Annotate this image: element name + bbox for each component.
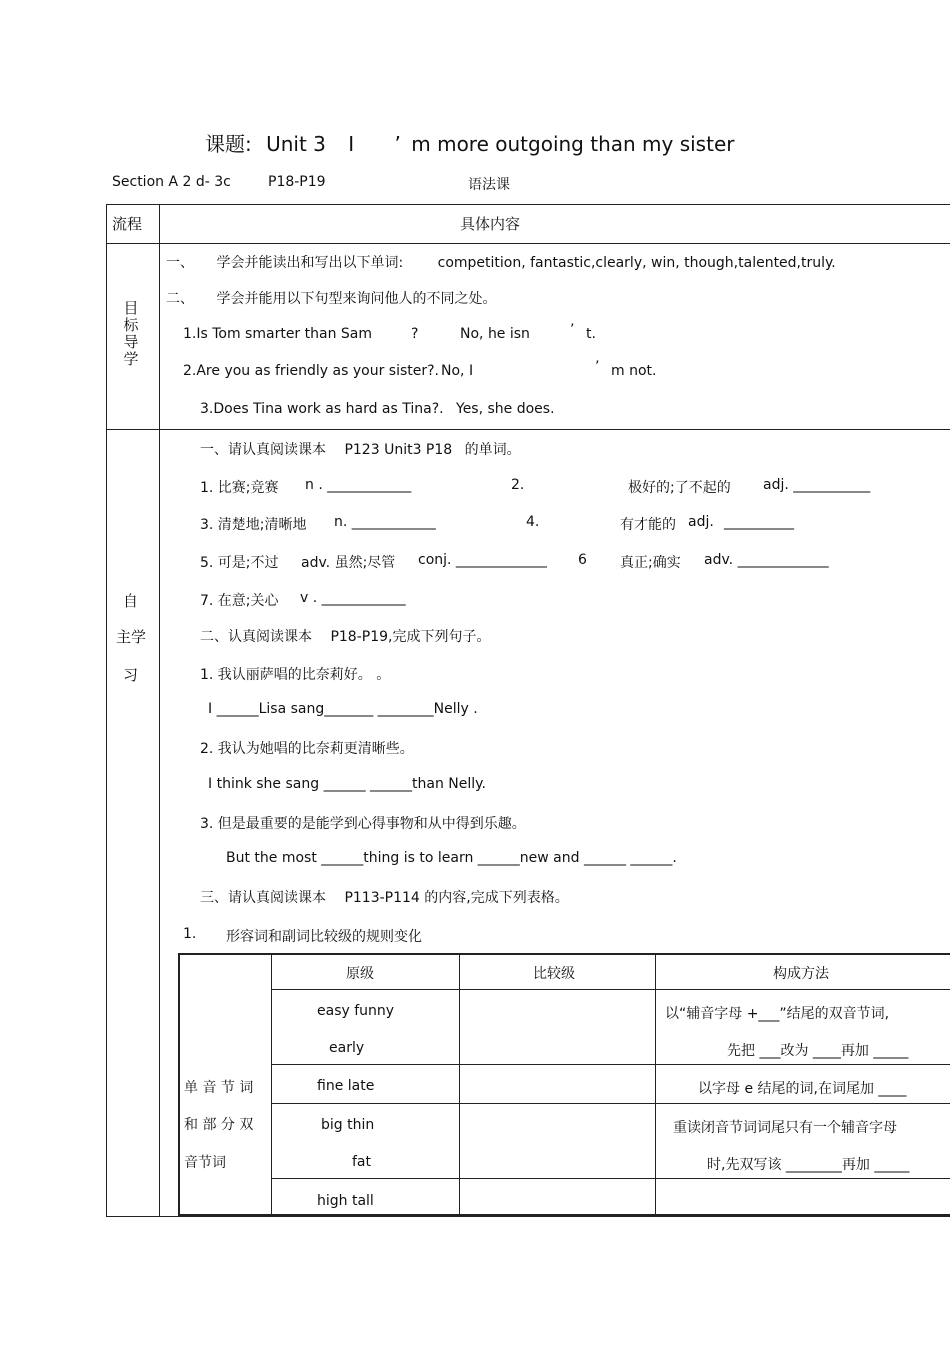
word-1-blank: n . ____________ <box>305 477 412 493</box>
row3-method-1: 重读闭音节词词尾只有一个辅音字母 <box>673 1120 897 1136</box>
goal-sentence-1-t: t. <box>586 326 596 342</box>
sentence-2-cn: 2. 我认为她唱的比奈莉更清晰些。 <box>200 741 414 757</box>
inner-table-top <box>178 953 950 955</box>
word-5-blank: conj. _____________ <box>418 552 547 568</box>
inner-table-header-line <box>271 989 950 990</box>
table-row-border <box>106 429 950 430</box>
goal-sentence-1-a: No, he isn <box>460 326 530 342</box>
row3-base-a: big thin <box>321 1117 375 1133</box>
sentence-3-en: But the most ______thing is to learn ______new and ______ ______. <box>226 850 677 866</box>
inner-table-col1 <box>271 953 272 1215</box>
table-top-border <box>106 204 950 205</box>
goal-sentence-1-mark: ? <box>411 326 419 342</box>
sentence-1-cn: 1. 我认丽萨唱的比奈莉好。 。 <box>200 667 391 683</box>
goal-item-2: 二、 学会并能用以下句型来询问他人的不同之处。 <box>166 291 497 307</box>
lesson-type: 语法课 <box>468 177 510 193</box>
goal-sentence-2-q: 2.Are you as friendly as your sister?. <box>183 363 439 379</box>
sentence-2-en: I think she sang ______ ______than Nelly. <box>208 776 486 792</box>
inner-table-row1-line <box>271 1064 950 1065</box>
goal-sentence-1-apos: ’ <box>570 322 575 338</box>
inner-header-method: 构成方法 <box>773 966 829 982</box>
goal-sentence-3-a: Yes, she does. <box>456 401 555 417</box>
word-7: 7. 在意;关心 <box>200 593 279 609</box>
inner-table-bottom <box>178 1214 950 1216</box>
inner-side-label-1: 单 音 节 词 <box>184 1080 254 1096</box>
self-study-label-1: 自 <box>123 592 139 610</box>
table-bottom-border <box>106 1216 950 1217</box>
word-4: 有才能的 <box>620 517 676 533</box>
part2-title: 二、认真阅读课本 P18-P19,完成下列句子。 <box>200 629 491 645</box>
sentence-3-cn: 3. 但是最重要的是能学到心得事物和从中得到乐趣。 <box>200 816 526 832</box>
goal-sentence-2-end: m not. <box>611 363 657 379</box>
word-2-num: 2. <box>511 477 525 493</box>
word-7-blank: v . ____________ <box>300 590 406 606</box>
inner-header-base: 原级 <box>346 966 374 982</box>
word-5: 5. 可是;不过 <box>200 555 279 571</box>
row1-base-b: early <box>329 1040 365 1056</box>
table-header-border <box>106 243 950 244</box>
sentence-1-en: I ______Lisa sang_______ ________Nelly . <box>208 701 478 717</box>
word-2-blank: adj. ___________ <box>763 477 871 493</box>
table-col-divider <box>159 204 160 1216</box>
row2-method: 以字母 e 结尾的词,在词尾加 ____ <box>698 1081 907 1097</box>
inner-side-label-2: 和 部 分 双 <box>184 1117 254 1133</box>
word-6: 真正;确实 <box>620 555 681 571</box>
word-1: 1. 比赛;竞赛 <box>200 480 279 496</box>
goal-sentence-3-q: 3.Does Tina work as hard as Tina?. <box>200 401 444 417</box>
word-2: 极好的;了不起的 <box>628 480 731 496</box>
word-3: 3. 清楚地;清晰地 <box>200 517 307 533</box>
inner-table-row3-line <box>271 1178 950 1179</box>
row4-base: high tall <box>317 1193 374 1209</box>
col-header-process: 流程 <box>112 215 143 233</box>
inner-table-col3 <box>655 953 656 1215</box>
word-4-pos: adj. <box>688 514 714 530</box>
goal-sentence-2-a: No, I <box>441 363 474 379</box>
part3-title: 三、请认真阅读课本 P113-P114 的内容,完成下列表格。 <box>200 890 569 906</box>
page-title: 课题: Unit 3 I ’ m more outgoing than my sister <box>205 132 735 156</box>
goals-label: 目 标 导 学 <box>123 299 139 368</box>
row1-method-2: 先把 ___改为 ____再加 _____ <box>727 1043 909 1059</box>
goal-item-1: 一、 学会并能读出和写出以下单词: competition, fantastic,clearly, win, though,talented,truly. <box>166 255 836 271</box>
table-left-border <box>106 204 107 1216</box>
word-4-blank: __________ <box>724 514 794 530</box>
inner-table-row2-line <box>271 1103 950 1104</box>
col-header-content: 具体内容 <box>460 215 521 233</box>
inner-table-col2 <box>459 953 460 1215</box>
goal-sentence-2-apos: ’ <box>595 359 600 375</box>
section-pages: P18-P19 <box>268 174 326 190</box>
subsection-1-title: 形容词和副词比较级的规则变化 <box>226 929 422 945</box>
goal-sentence-1-q: 1.Is Tom smarter than Sam <box>183 326 372 342</box>
word-5-pos: adv. 虽然;尽管 <box>301 555 396 571</box>
inner-header-comparative: 比较级 <box>533 966 575 982</box>
inner-side-label-3: 音节词 <box>184 1155 226 1171</box>
row2-base: fine late <box>317 1078 375 1094</box>
row3-method-2: 时,先双写该 ________再加 _____ <box>707 1157 910 1173</box>
word-6-num: 6 <box>578 552 587 568</box>
word-4-num: 4. <box>526 514 540 530</box>
subsection-1-num: 1. <box>183 926 197 942</box>
section-label: Section A 2 d- 3c <box>112 174 231 190</box>
part1-title: 一、请认真阅读课本 P123 Unit3 P18 的单词。 <box>200 442 521 458</box>
inner-table-left <box>178 953 180 1215</box>
row3-base-b: fat <box>352 1154 371 1170</box>
word-3-blank: n. ____________ <box>334 514 436 530</box>
self-study-label-2: 主学 <box>116 628 147 646</box>
self-study-label-3: 习 <box>123 666 139 684</box>
row1-method-1: 以“辅音字母 +___”结尾的双音节词, <box>665 1006 890 1022</box>
word-6-blank: adv. _____________ <box>704 552 829 568</box>
row1-base-a: easy funny <box>317 1003 395 1019</box>
